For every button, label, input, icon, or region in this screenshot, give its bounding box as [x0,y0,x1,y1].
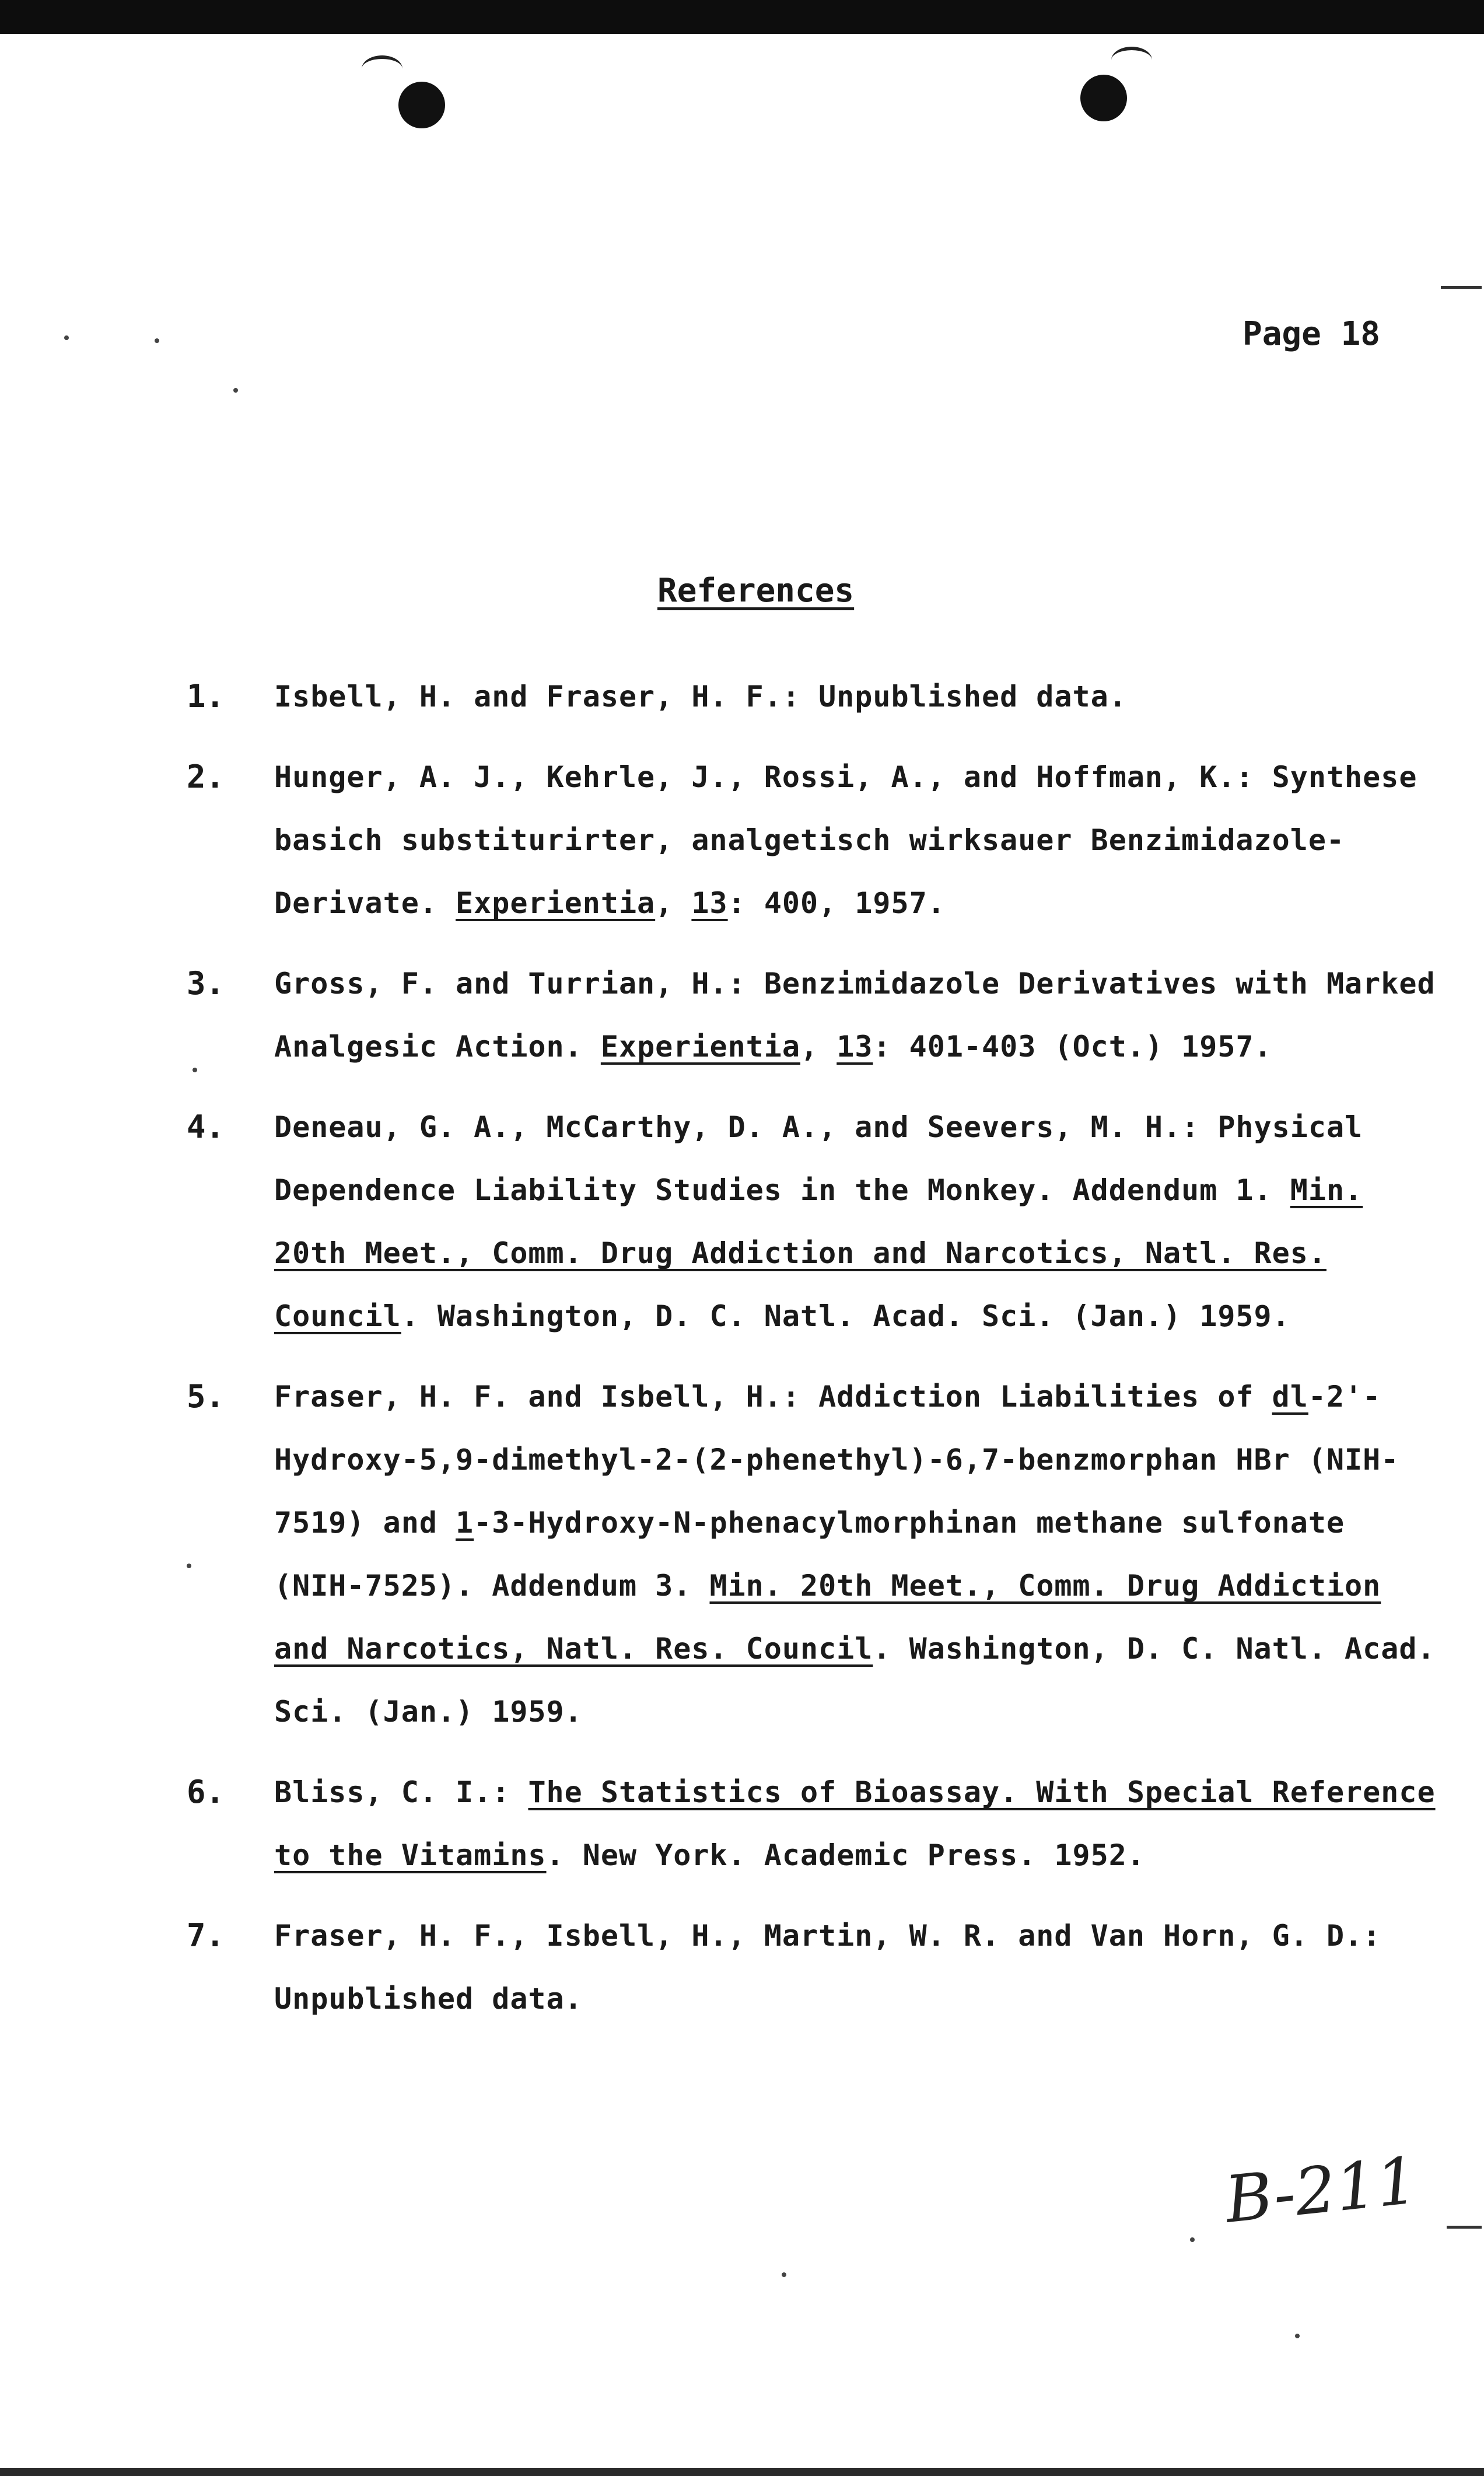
scan-top-edge [0,0,1484,34]
reference-text-part: Bliss, C. I.: [274,1775,528,1809]
reference-number: 6. [187,1774,225,1810]
reference-text-part: -3-Hydroxy-N-phenacylmorphinan methane sulfonate (NIH-7525). Addendum 3. [274,1506,1345,1603]
reference-underlined-part: Min. 20th Meet., Comm. Drug Addiction and Narcotics, Natl. Res. Council [274,1173,1363,1333]
reference-text-part: Fraser, H. F. and Isbell, H.: Addiction Liabilities of [274,1380,1272,1414]
reference-text-part: : 400, 1957. [727,886,946,920]
margin-mark [1447,2226,1482,2229]
punch-hole-left [398,82,445,128]
punch-hole-arc-left [362,55,402,82]
reference-item [187,1761,1447,1887]
reference-text-part: . Washington, D. C. Natl. Acad. Sci. (Jan.) 1959. [401,1299,1290,1333]
reference-item [187,1904,1447,2030]
reference-number: 4. [187,1108,225,1145]
reference-number: 1. [187,678,225,715]
reference-text [274,952,1447,1078]
scan-speck [1190,2237,1195,2242]
margin-mark [1441,286,1482,289]
reference-text-part: Deneau, G. A., McCarthy, D. A., and Seevers, M. H.: Physical Dependence Liability Studies in the Monkey. Addendum 1. [274,1110,1363,1207]
scan-bottom-edge [0,2468,1484,2476]
reference-text-part: . New York. Academic Press. 1952. [546,1838,1145,1872]
reference-text [274,1761,1447,1887]
reference-text [274,665,1447,728]
scan-speck [1295,2334,1300,2338]
reference-text-part: Hunger, A. J., Kehrle, J., Rossi, A., and Hoffman, K.: Synthese basich substiturirter, analgetisch wirksauer Benzimidazole-Derivate. [274,760,1418,920]
reference-text-part: , [800,1030,837,1064]
reference-underlined-part: 1 [456,1506,474,1540]
reference-text-part: Isbell, H. and Fraser, H. F.: Unpublished data. [274,680,1127,714]
reference-text [274,1096,1447,1348]
punch-hole-arc-right [1111,47,1152,74]
reference-underlined-part: dl [1272,1380,1308,1414]
page-number: Page 18 [1242,315,1381,353]
reference-underlined-part: 13 [836,1030,873,1064]
scan-speck [155,338,159,343]
scan-speck [233,388,238,393]
reference-text [274,746,1447,935]
references-list [187,665,1447,2048]
reference-item [187,665,1447,728]
handwritten-stamp: B-211 [1222,2143,1421,2237]
reference-item [187,1096,1447,1348]
punch-hole-right [1080,75,1127,121]
reference-item [187,952,1447,1078]
reference-text [274,1904,1447,2030]
reference-number: 5. [187,1378,225,1415]
reference-text-part: : 401-403 (Oct.) 1957. [873,1030,1272,1064]
reference-text-part: , [655,886,692,920]
reference-underlined-part: Experientia [600,1030,800,1064]
reference-text-part: . Washington, D. C. Natl. Acad. Sci. (Jan.) 1959. [274,1632,1436,1729]
reference-text-part: Fraser, H. F., Isbell, H., Martin, W. R. and Van Horn, G. D.: Unpublished data. [274,1919,1381,2016]
references-heading: References [657,572,855,610]
reference-number: 2. [187,758,225,795]
scan-speck [782,2272,786,2277]
reference-underlined-part: The Statistics of Bioassay. With Special Reference to the Vitamins [274,1775,1436,1872]
reference-text [274,1365,1447,1743]
reference-item [187,746,1447,935]
reference-item [187,1365,1447,1743]
reference-underlined-part: Min. 20th Meet., Comm. Drug Addiction and Narcotics, Natl. Res. Council [274,1569,1381,1666]
reference-number: 7. [187,1917,225,1954]
reference-text-part: Gross, F. and Turrian, H.: Benzimidazole Derivatives with Marked Analgesic Action. [274,967,1436,1064]
reference-text-part: -2'-Hydroxy-5,9-dimethyl-2-(2-phenethyl)-6,7-benzmorphan HBr (NIH-7519) and [274,1380,1399,1540]
scan-speck [64,335,69,340]
reference-number: 3. [187,965,225,1002]
reference-underlined-part: Experientia [456,886,656,920]
reference-underlined-part: 13 [691,886,728,920]
